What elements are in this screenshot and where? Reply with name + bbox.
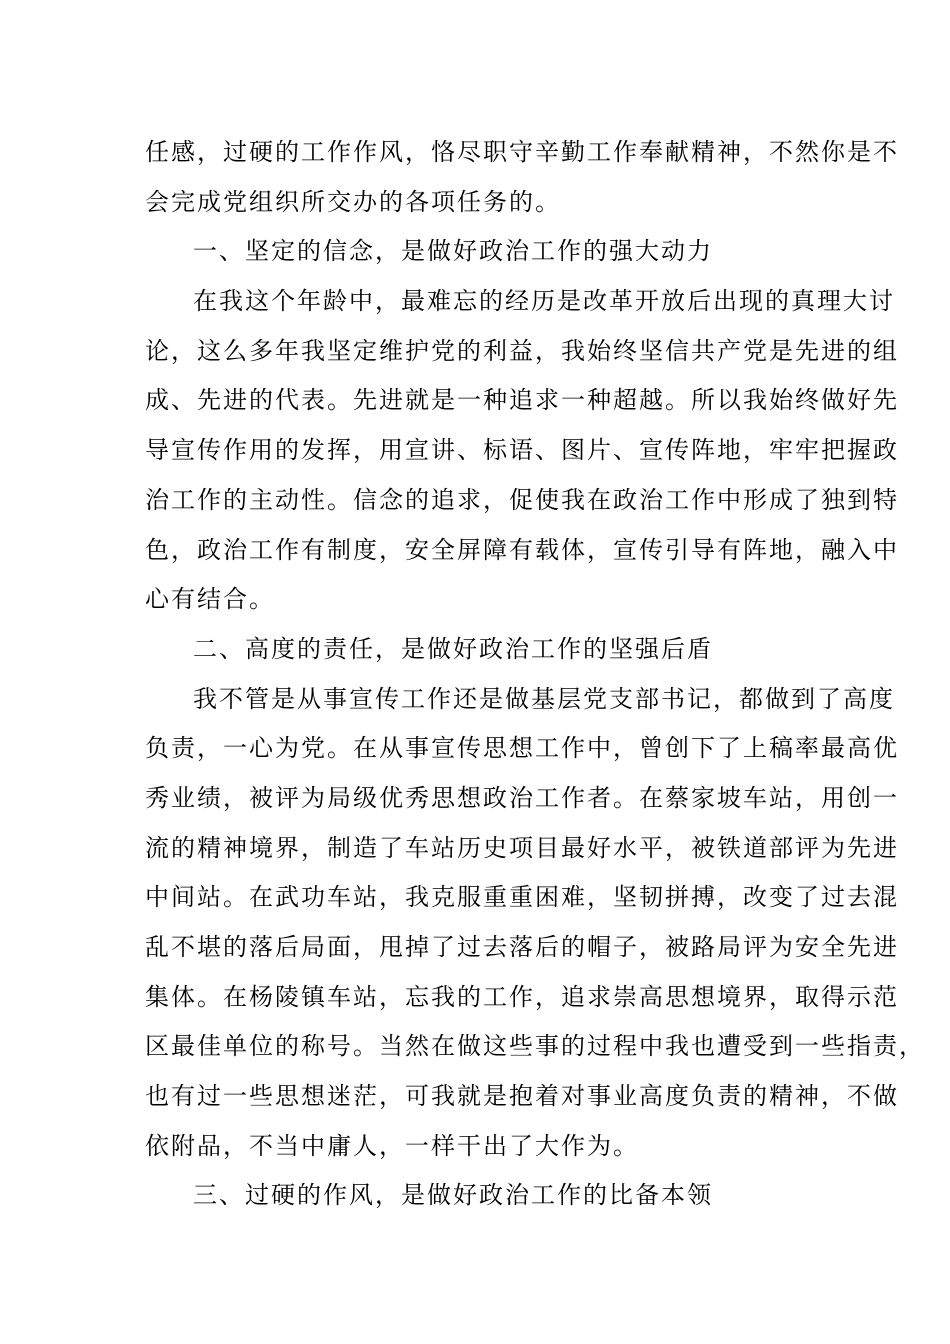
text-line: 在我这个年龄中，最难忘的经历是改革开放后出现的真理大讨: [193, 287, 895, 316]
text-line: 依附品，不当中庸人，一样干出了大作为。: [145, 1131, 639, 1160]
text-line: 流的精神境界，制造了车站历史项目最好水平，被铁道部评为先进: [145, 833, 899, 862]
text-line: 任感，过硬的工作作风，恪尽职守辛勤工作奉献精神，不然你是不: [145, 138, 899, 166]
document-body: [145, 128, 925, 1221]
text-line: 负责，一心为党。在从事宣传思想工作中，曾创下了上稿率最高优: [145, 734, 899, 763]
text-line: 区最佳单位的称号。当然在做这些事的过程中我也遭受到一些指责，: [145, 1032, 925, 1061]
text-line: 治工作的主动性。信念的追求，促使我在政治工作中形成了独到特: [145, 485, 899, 514]
text-line: 论，这么多年我坚定维护党的利益，我始终坚信共产党是先进的组: [145, 336, 899, 365]
text-line: 我不管是从事宣传工作还是做基层党支部书记，都做到了高度: [193, 684, 895, 713]
text-line: 色，政治工作有制度，安全屏障有载体，宣传引导有阵地，融入中: [145, 535, 899, 564]
text-line: 秀业绩，被评为局级优秀思想政治工作者。在蔡家坡车站，用创一: [145, 783, 899, 812]
section-heading-2: 二、高度的责任，是做好政治工作的坚强后盾: [193, 634, 713, 663]
text-line: 会完成党组织所交办的各项任务的。: [145, 187, 561, 216]
section-heading-1: 一、坚定的信念，是做好政治工作的强大动力: [193, 237, 713, 266]
text-line: 中间站。在武功车站，我克服重重困难，坚韧拼搏，改变了过去混: [145, 883, 899, 912]
text-line: 心有结合。: [145, 585, 275, 614]
section-heading-3: 三、过硬的作风，是做好政治工作的比备本领: [193, 1181, 713, 1210]
text-line: 集体。在杨陵镇车站，忘我的工作，追求崇高思想境界，取得示范: [145, 982, 899, 1011]
text-line: 导宣传作用的发挥，用宣讲、标语、图片、宣传阵地，牢牢把握政: [145, 436, 899, 465]
text-line: 乱不堪的落后局面，甩掉了过去落后的帽子，被路局评为安全先进: [145, 933, 899, 961]
text-line: 也有过一些思想迷茫，可我就是抱着对事业高度负责的精神，不做: [145, 1082, 899, 1111]
text-line: 成、先进的代表。先进就是一种追求一种超越。所以我始终做好先: [145, 386, 899, 415]
